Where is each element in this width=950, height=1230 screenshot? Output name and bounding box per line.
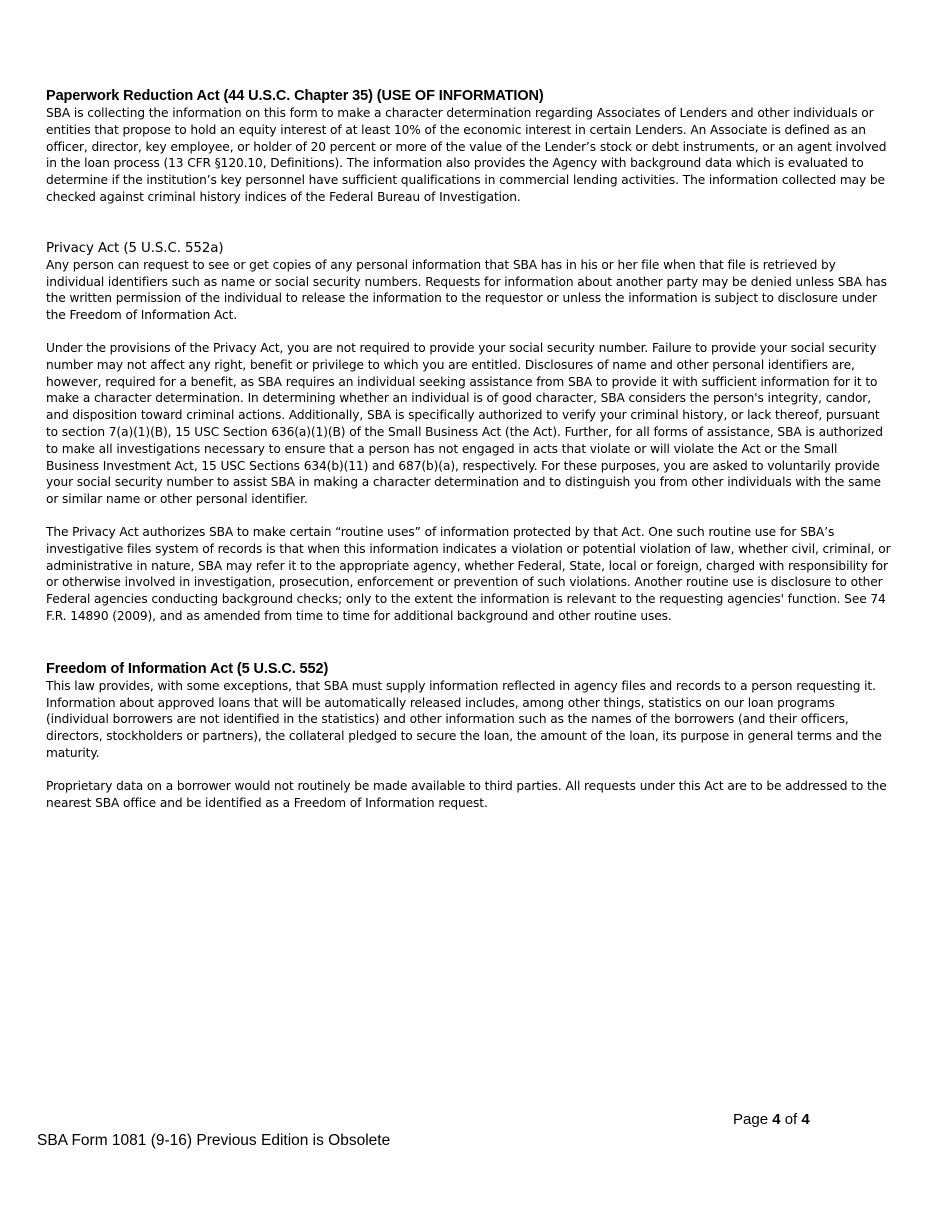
- page-number-current: 4: [772, 1111, 781, 1128]
- paperwork-reduction-act-heading: Paperwork Reduction Act (44 U.S.C. Chapter 35) (USE OF INFORMATION): [46, 88, 544, 104]
- paperwork-reduction-act-section: [46, 87, 892, 206]
- page-number: [733, 1110, 810, 1130]
- freedom-of-information-act-heading: Freedom of Information Act (5 U.S.C. 552): [46, 660, 329, 677]
- form-identifier: SBA Form 1081 (9-16) Previous Edition is Obsolete: [37, 1132, 391, 1149]
- privacy-act-paragraph-3: The Privacy Act authorizes SBA to make certain “routine uses” of information protected by that Act. One such routine use for SBA’s investigative files system of records is that when this information indicates a violation or potential violation of law, whether civil, criminal, or administrative in nature, SBA may refer it to the appropriate agency, whether Federal, State, local or foreign, charged with responsibility for or otherwise involved in investigation, prosecution, enforcement or prevention of such violations. Another routine use is disclosure to other Federal agencies conducting background checks; only to the extent the information is relevant to the requesting agencies' function. See 74 F.R. 14890 (2009), and as amended from time to time for additional background and other routine uses.: [46, 524, 891, 623]
- paragraph-spacer: [46, 508, 892, 524]
- privacy-act-paragraph-1: Any person can request to see or get copies of any personal information that SBA has in his or her file when that file is retrieved by individual identifiers such as name or social security numbers. Requests for information about another party may be denied unless SBA has the written permission of the individual to release the information to the requestor or unless the information is subject to disclosure under the Freedom of Information Act.: [46, 257, 887, 323]
- page-number-total: 4: [801, 1111, 810, 1128]
- document-body: [46, 87, 892, 811]
- page-number-prefix: Page: [733, 1111, 773, 1128]
- section-spacer: [46, 206, 892, 241]
- freedom-of-information-act-paragraph-1: This law provides, with some exceptions, that SBA must supply information reflected in agency files and records to a person requesting it. Information about approved loans that will be automatically released includes, among other things, statistics on our loan programs (individual borrowers are not identified in the statistics) and other information such as the names of the borrowers (and their officers, directors, stockholders or partners), the collateral pledged to secure the loan, the amount of the loan, its purpose in general terms and the maturity.: [46, 678, 882, 760]
- paragraph-spacer: [46, 324, 892, 340]
- privacy-act-heading: Privacy Act (5 U.S.C. 552a): [46, 240, 224, 256]
- paragraph-spacer: [46, 762, 892, 778]
- freedom-of-information-act-section: [46, 660, 892, 812]
- section-spacer: [46, 625, 892, 660]
- freedom-of-information-act-paragraph-2: Proprietary data on a borrower would not routinely be made available to third parties. All requests under this Act are to be addressed to the nearest SBA office and be identified as a Freedom of Information request.: [46, 778, 887, 810]
- privacy-act-section: [46, 241, 892, 625]
- paperwork-reduction-act-text: SBA is collecting the information on this form to make a character determination regarding Associates of Lenders and other individuals or entities that propose to hold an equity interest of at least 10% of the economic interest in certain Lenders. An Associate is defined as an officer, director, key employee, or holder of 20 percent or more of the value of the Lender’s stock or debt instruments, or an agent involved in the loan process (13 CFR §120.10, Definitions). The information also provides the Agency with background data which is evaluated to determine if the institution’s key personnel have sufficient qualifications in commercial lending activities. The information collected may be checked against criminal history indices of the Federal Bureau of Investigation.: [46, 106, 887, 204]
- page-number-separator: of: [780, 1111, 802, 1128]
- privacy-act-paragraph-2: Under the provisions of the Privacy Act, you are not required to provide your social security number. Failure to provide your social security number may not affect any right, benefit or privilege to which you are entitled. Disclosures of name and other personal identifiers are, however, required for a benefit, as SBA requires an individual seeking assistance from SBA to provide it with sufficient information for it to make a character determination. In determining whether an individual is of good character, SBA considers the person's integrity, candor, and disposition toward criminal actions. Additionally, SBA is specifically authorized to verify your criminal history, or lack thereof, pursuant to section 7(a)(1)(B), 15 USC Section 636(a)(1)(B) of the Small Business Act (the Act). Further, for all forms of assistance, SBA is authorized to make all investigations necessary to ensure that a person has not engaged in acts that violate or will violate the Act or the Small Business Investment Act, 15 USC Sections 634(b)(11) and 687(b)(a), respectively. For these purposes, you are asked to voluntarily provide your social security number to assist SBA in making a character determination and to distinguish you from other individuals with the same or similar name or other personal identifier.: [46, 340, 883, 507]
